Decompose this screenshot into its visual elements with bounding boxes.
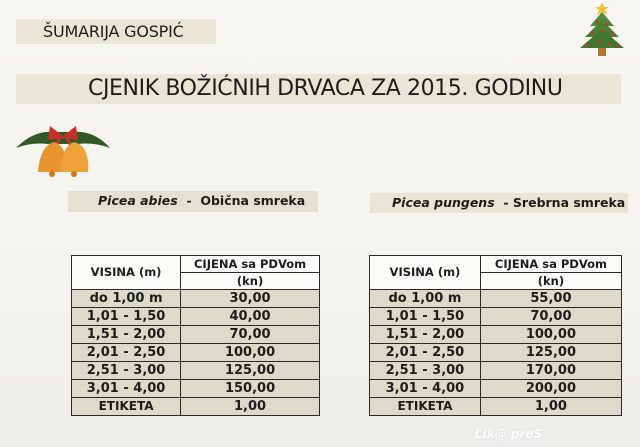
price-cell: 1,00 bbox=[480, 398, 621, 416]
height-cell: 2,51 - 3,00 bbox=[72, 362, 181, 380]
height-cell: 2,51 - 3,00 bbox=[370, 362, 481, 380]
height-cell: 1,01 - 1,50 bbox=[72, 308, 181, 326]
species-common-name: Obična smreka bbox=[200, 193, 306, 208]
table-row bbox=[370, 362, 622, 380]
table-row bbox=[72, 326, 320, 344]
table-row bbox=[72, 398, 320, 416]
price-cell: 30,00 bbox=[181, 290, 320, 308]
height-cell: do 1,00 m bbox=[370, 290, 481, 308]
species-common-name: Srebrna smreka bbox=[512, 195, 626, 210]
table-row bbox=[370, 290, 622, 308]
height-cell: 3,01 - 4,00 bbox=[72, 380, 181, 398]
price-cell: 125,00 bbox=[181, 362, 320, 380]
table-row bbox=[370, 308, 622, 326]
price-cell: 170,00 bbox=[480, 362, 621, 380]
table-row bbox=[72, 362, 320, 380]
title-banner bbox=[16, 74, 621, 104]
height-cell: do 1,00 m bbox=[72, 290, 181, 308]
height-cell: 2,01 - 2,50 bbox=[370, 344, 481, 362]
height-cell: 1,51 - 2,00 bbox=[72, 326, 181, 344]
organization-name: ŠUMARIJA GOSPIĆ bbox=[43, 22, 184, 41]
separator: - bbox=[503, 195, 509, 210]
height-cell: 1,01 - 1,50 bbox=[370, 308, 481, 326]
species-latin-name: Picea abies bbox=[98, 193, 178, 208]
species-banner-picea-pungens bbox=[370, 193, 628, 213]
header-unit: (kn) bbox=[480, 273, 621, 290]
table-row bbox=[370, 398, 622, 416]
header-price: CIJENA sa PDVom bbox=[480, 256, 621, 273]
label-fee-cell: ETIKETA bbox=[72, 398, 181, 416]
table-row bbox=[370, 326, 622, 344]
table-row bbox=[370, 344, 622, 362]
table-row bbox=[72, 308, 320, 326]
table-row bbox=[72, 290, 320, 308]
price-cell: 100,00 bbox=[480, 326, 621, 344]
header-price: CIJENA sa PDVom bbox=[181, 256, 320, 273]
species-banner-picea-abies bbox=[68, 191, 318, 212]
header-height: VISINA (m) bbox=[72, 256, 181, 290]
label-fee-cell: ETIKETA bbox=[370, 398, 481, 416]
price-cell: 55,00 bbox=[480, 290, 621, 308]
height-cell: 2,01 - 2,50 bbox=[72, 344, 181, 362]
price-cell: 70,00 bbox=[181, 326, 320, 344]
price-cell: 200,00 bbox=[480, 380, 621, 398]
price-cell: 1,00 bbox=[181, 398, 320, 416]
price-cell: 40,00 bbox=[181, 308, 320, 326]
table-row bbox=[370, 380, 622, 398]
price-cell: 125,00 bbox=[480, 344, 621, 362]
header-unit: (kn) bbox=[181, 273, 320, 290]
christmas-tree-icon bbox=[572, 0, 632, 60]
organization-banner bbox=[16, 19, 216, 44]
table-row bbox=[72, 380, 320, 398]
species-latin-name: Picea pungens bbox=[392, 195, 495, 210]
header-height: VISINA (m) bbox=[370, 256, 481, 290]
price-cell: 100,00 bbox=[181, 344, 320, 362]
price-cell: 70,00 bbox=[480, 308, 621, 326]
table-row bbox=[72, 344, 320, 362]
page-title: CJENIK BOŽIĆNIH DRVACA ZA 2015. GODINU bbox=[88, 76, 563, 101]
price-table-picea-pungens bbox=[369, 255, 622, 416]
price-table-picea-abies bbox=[71, 255, 320, 416]
price-cell: 150,00 bbox=[181, 380, 320, 398]
height-cell: 3,01 - 4,00 bbox=[370, 380, 481, 398]
height-cell: 1,51 - 2,00 bbox=[370, 326, 481, 344]
separator: - bbox=[186, 193, 192, 208]
christmas-bells-icon bbox=[14, 120, 112, 180]
watermark: Lik@ preS bbox=[475, 427, 543, 441]
